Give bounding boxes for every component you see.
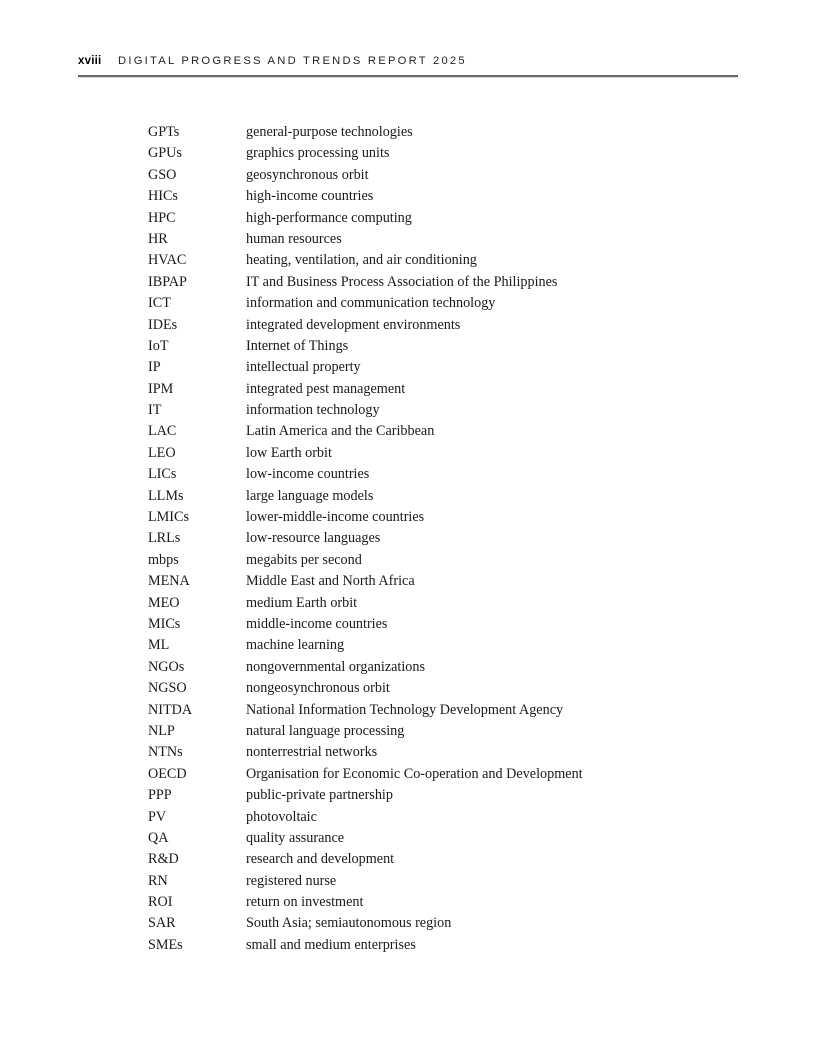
abbreviation-row (148, 293, 748, 314)
abbreviation-row (148, 229, 748, 250)
abbreviation-definition: Middle East and North Africa (246, 573, 415, 590)
abbreviation-row (148, 571, 748, 592)
abbreviation-row (148, 742, 748, 763)
abbreviation-definition: quality assurance (246, 829, 345, 846)
abbreviation-definition: nongeosynchronous orbit (246, 680, 390, 697)
abbreviation-term: PPP (148, 787, 172, 804)
abbreviation-row (148, 721, 748, 742)
abbreviation-term: IP (148, 359, 161, 376)
abbreviation-term: NLP (148, 722, 175, 739)
abbreviation-term: GSO (148, 166, 177, 183)
page-number: xviii (78, 55, 102, 67)
abbreviation-row (148, 764, 748, 785)
abbreviation-definition: heating, ventilation, and air conditioning (246, 252, 477, 269)
abbreviation-term: MENA (148, 573, 190, 590)
abbreviation-definition: Organisation for Economic Co-operation and Development (246, 765, 583, 782)
abbreviation-definition: low-resource languages (246, 530, 381, 547)
abbreviation-definition: information and communication technology (246, 295, 496, 312)
abbreviation-term: ROI (148, 894, 173, 911)
abbreviation-row (148, 593, 748, 614)
abbreviation-row (148, 400, 748, 421)
abbreviation-term: NGSO (148, 680, 187, 697)
abbreviation-definition: human resources (246, 230, 342, 247)
abbreviation-term: HR (148, 230, 168, 247)
abbreviation-term: R&D (148, 851, 179, 868)
abbreviation-definition: lower-middle-income countries (246, 509, 425, 526)
abbreviation-definition: natural language processing (246, 722, 405, 739)
abbreviation-term: LEO (148, 444, 176, 461)
abbreviation-term: RN (148, 872, 168, 889)
abbreviation-definition: geosynchronous orbit (246, 166, 369, 183)
abbreviation-definition: high-income countries (246, 188, 374, 205)
abbreviation-row (148, 635, 748, 656)
abbreviation-row (148, 143, 748, 164)
abbreviation-term: NITDA (148, 701, 193, 718)
abbreviation-term: MEO (148, 594, 180, 611)
abbreviation-term: NTNs (148, 744, 183, 761)
abbreviation-term: HICs (148, 188, 178, 205)
running-head-title: DIGITAL PROGRESS AND TRENDS REPORT 2025 (118, 55, 467, 67)
abbreviation-row (148, 486, 748, 507)
abbreviation-definition: large language models (246, 487, 374, 504)
abbreviation-term: MICs (148, 615, 181, 632)
abbreviation-term: GPTs (148, 124, 180, 140)
abbreviation-row (148, 507, 748, 528)
abbreviation-definition: low Earth orbit (246, 444, 332, 461)
abbreviation-row (148, 807, 748, 828)
abbreviation-definition: megabits per second (246, 551, 362, 568)
abbreviation-definition: public-private partnership (246, 787, 393, 804)
abbreviation-term: LRLs (148, 530, 181, 547)
abbreviation-definition: Latin America and the Caribbean (246, 423, 435, 440)
abbreviation-row (148, 250, 748, 271)
abbreviation-definition: South Asia; semiautonomous region (246, 915, 452, 932)
abbreviation-definition: National Information Technology Development Agency (246, 701, 564, 718)
abbreviation-row (148, 657, 748, 678)
abbreviation-term: IBPAP (148, 273, 187, 290)
abbreviation-definition: photovoltaic (246, 808, 317, 825)
abbreviation-definition: research and development (246, 851, 395, 868)
abbreviation-definition: IT and Business Process Association of the Philippines (246, 273, 558, 290)
abbreviation-definition: intellectual property (246, 359, 361, 376)
abbreviation-row (148, 379, 748, 400)
abbreviation-definition: integrated development environments (246, 316, 461, 333)
abbreviation-definition: low-income countries (246, 466, 370, 483)
abbreviation-row (148, 464, 748, 485)
abbreviation-term: HVAC (148, 252, 187, 269)
abbreviation-row (148, 849, 748, 870)
abbreviation-row (148, 315, 748, 336)
abbreviation-row (148, 871, 748, 892)
abbreviation-definition: nongovernmental organizations (246, 658, 426, 675)
abbreviation-row (148, 913, 748, 934)
abbreviation-term: IDEs (148, 316, 178, 333)
abbreviation-term: QA (148, 829, 169, 846)
abbreviation-term: mbps (148, 551, 179, 568)
abbreviation-row (148, 272, 748, 293)
abbreviation-row (148, 528, 748, 549)
abbreviation-definition: information technology (246, 402, 380, 419)
abbreviation-term: HPC (148, 209, 176, 226)
abbreviation-row (148, 443, 748, 464)
abbreviation-definition: middle-income countries (246, 615, 388, 632)
abbreviation-term: LLMs (148, 487, 184, 504)
abbreviation-definition: high-performance computing (246, 209, 412, 226)
abbreviation-definition: general-purpose technologies (246, 124, 413, 140)
abbreviation-term: GPUs (148, 145, 182, 162)
abbreviation-term: OECD (148, 765, 187, 782)
abbreviation-definition: machine learning (246, 637, 345, 654)
abbreviation-row (148, 785, 748, 806)
abbreviation-row (148, 892, 748, 913)
abbreviation-term: LICs (148, 466, 177, 483)
abbreviation-row (148, 678, 748, 699)
abbreviation-term: ML (148, 637, 170, 654)
abbreviation-row (148, 336, 748, 357)
abbreviation-definition: medium Earth orbit (246, 594, 358, 611)
abbreviation-row (148, 357, 748, 378)
abbreviation-row (148, 186, 748, 207)
abbreviation-term: NGOs (148, 658, 185, 675)
abbreviation-definition: small and medium enterprises (246, 936, 416, 953)
abbreviation-definition: registered nurse (246, 872, 337, 889)
abbreviation-row (148, 828, 748, 849)
abbreviation-term: IPM (148, 380, 174, 397)
abbreviation-row (148, 614, 748, 635)
abbreviation-term: IoT (148, 337, 169, 354)
abbreviation-row (148, 208, 748, 229)
abbreviation-definition: nonterrestrial networks (246, 744, 378, 761)
abbreviation-definition: return on investment (246, 894, 364, 911)
abbreviation-definition: integrated pest management (246, 380, 406, 397)
abbreviation-row (148, 122, 748, 143)
abbreviation-term: LAC (148, 423, 177, 440)
abbreviation-row (148, 550, 748, 571)
running-head (78, 55, 738, 67)
abbreviation-term: PV (148, 808, 167, 825)
abbreviation-row (148, 421, 748, 442)
abbreviation-term: LMICs (148, 509, 189, 526)
abbreviation-definition: Internet of Things (246, 337, 349, 354)
abbreviation-term: IT (148, 402, 162, 419)
abbreviations-list (148, 122, 748, 956)
running-head-rule (78, 75, 738, 78)
abbreviation-definition: graphics processing units (246, 145, 390, 162)
abbreviation-term: SMEs (148, 936, 183, 953)
abbreviation-term: ICT (148, 295, 171, 312)
abbreviation-row (148, 700, 748, 721)
abbreviation-row (148, 165, 748, 186)
abbreviation-row (148, 935, 748, 956)
abbreviation-term: SAR (148, 915, 176, 932)
